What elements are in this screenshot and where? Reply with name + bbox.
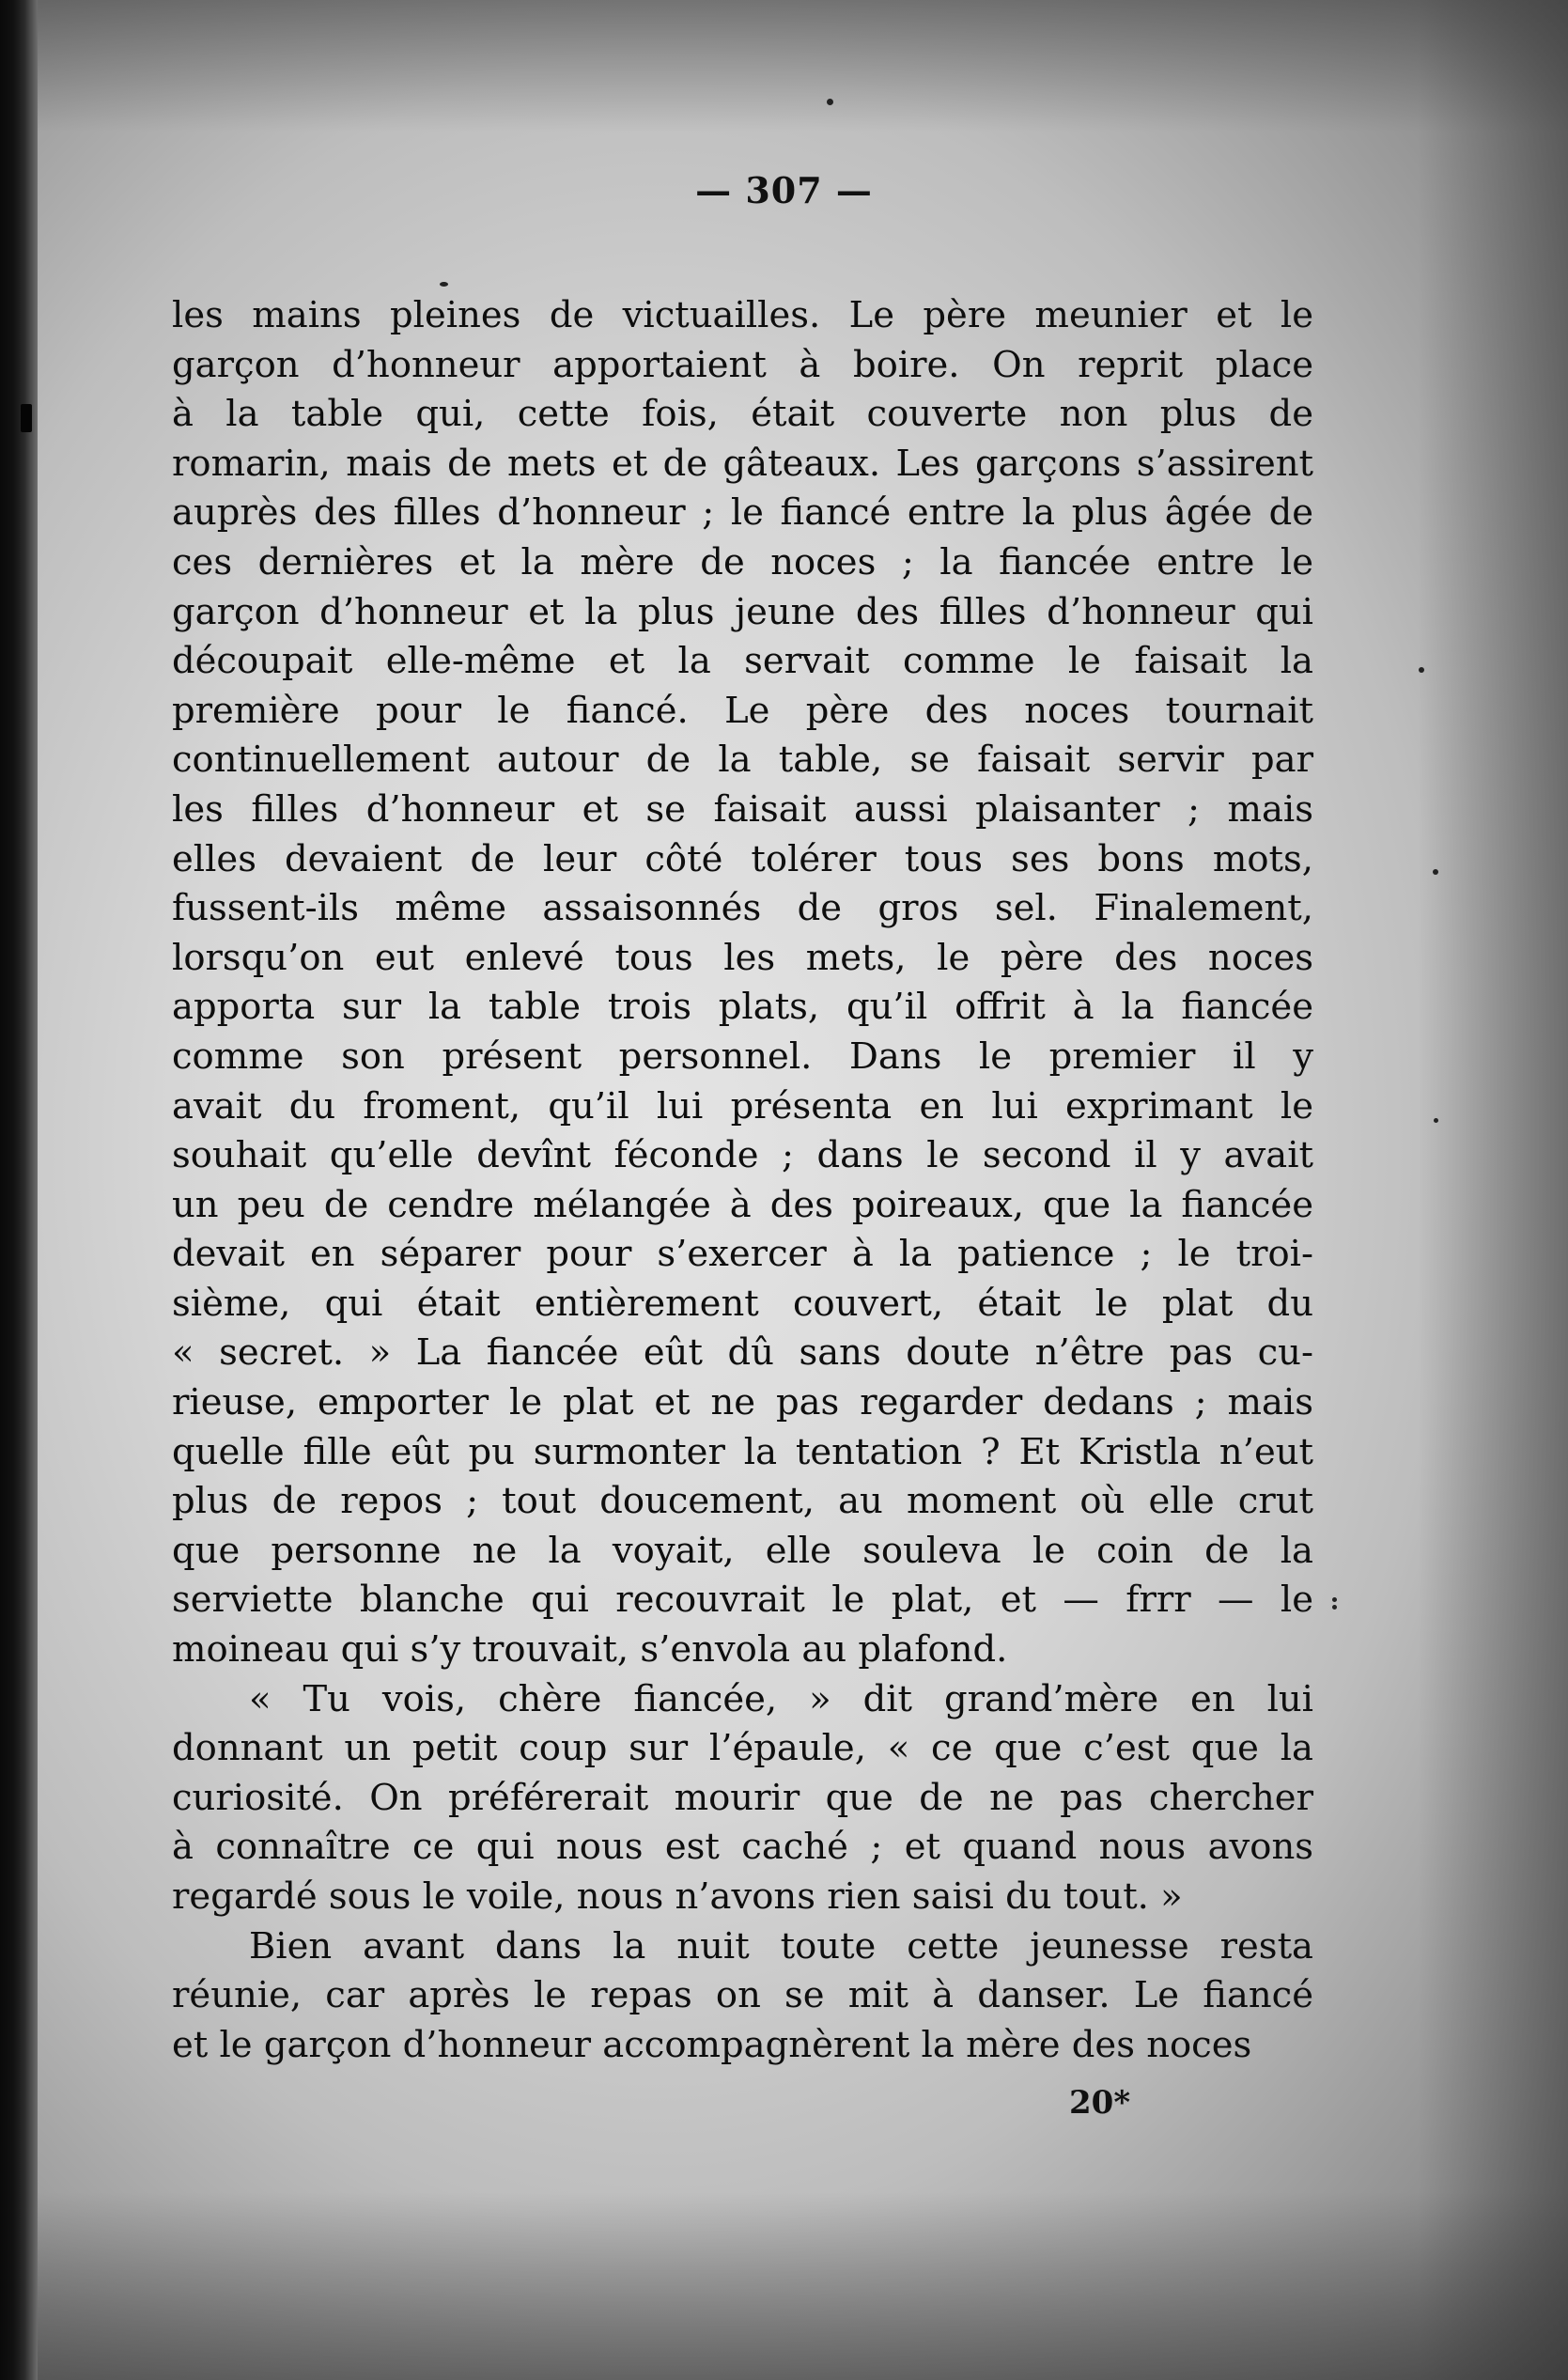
text-line: serviette blanche qui recouvrait le plat, et — frrr — le [172, 1579, 1313, 1622]
text-line: et le garçon d’honneur accompagnèrent la mère des noces [172, 2023, 1252, 2066]
text-line: « secret. » La fiancée eût dû sans doute n’être pas cu- [172, 1331, 1313, 1375]
text-line: donnant un petit coup sur l’épaule, « ce que c’est que la [172, 1727, 1313, 1770]
page-shadow-right [1418, 0, 1568, 2380]
text-line: garçon d’honneur et la plus jeune des filles d’honneur qui [172, 590, 1313, 633]
text-line: première pour le fiancé. Le père des noces tournait [172, 689, 1313, 732]
text-line: plus de repos ; tout doucement, au moment où elle crut [172, 1480, 1313, 1523]
scan-speck [1332, 1597, 1337, 1602]
text-line: à connaître ce qui nous est caché ; et quand nous avons [172, 1826, 1313, 1869]
page-shadow-bottom [0, 2192, 1568, 2380]
scan-speck [21, 404, 32, 432]
text-line: souhait qu’elle devînt féconde ; dans le second il y avait [172, 1134, 1313, 1177]
text-line: découpait elle-même et la servait comme le faisait la [172, 640, 1313, 683]
text-line: sième, qui était entièrement couvert, était le plat du [172, 1282, 1313, 1325]
text-line: lorsqu’on eut enlevé tous les mets, le père des noces [172, 936, 1313, 979]
text-line: Bien avant dans la nuit toute cette jeunesse resta [249, 1924, 1313, 1968]
text-line: devait en séparer pour s’exercer à la patience ; le troi- [172, 1233, 1313, 1276]
text-line: « Tu vois, chère fiancée, » dit grand’mère en lui [249, 1677, 1313, 1720]
text-line: ces dernières et la mère de noces ; la fiancée entre le [172, 540, 1313, 583]
text-line: les filles d’honneur et se faisait aussi plaisanter ; mais [172, 787, 1313, 831]
text-line: romarin, mais de mets et de gâteaux. Les garçons s’assirent [172, 442, 1313, 485]
book-spine [0, 0, 38, 2380]
scan-speck [1433, 869, 1438, 875]
text-line: les mains pleines de victuailles. Le père meunier et le [172, 294, 1313, 336]
text-line: regardé sous le voile, nous n’avons rien saisi du tout. » [172, 1875, 1183, 1918]
body-text [172, 291, 1313, 2070]
scan-speck [1434, 1118, 1438, 1123]
text-line: rieuse, emporter le plat et ne pas regarder dedans ; mais [172, 1381, 1313, 1424]
text-line: comme son présent personnel. Dans le premier il y [172, 1034, 1313, 1078]
text-line: curiosité. On préférerait mourir que de ne pas chercher [172, 1776, 1313, 1819]
text-line: fussent-ils même assaisonnés de gros sel. Finalement, [172, 887, 1313, 930]
text-line: apporta sur la table trois plats, qu’il offrit à la fiancée [172, 986, 1313, 1029]
text-line: quelle fille eût pu surmonter la tentation ? Et Kristla n’eut [172, 1430, 1313, 1473]
scan-speck [1332, 1605, 1337, 1610]
text-line: réunie, car après le repas on se mit à danser. Le fiancé [172, 1974, 1313, 2017]
text-line: moineau qui s’y trouvait, s’envola au plafond. [172, 1628, 1008, 1672]
text-line: auprès des filles d’honneur ; le fiancé entre la plus âgée de [172, 491, 1313, 535]
signature-mark: 20* [1069, 2084, 1131, 2122]
text-line: continuellement autour de la table, se faisait servir par [172, 739, 1313, 782]
scan-speck [440, 282, 448, 287]
scan-speck [827, 99, 833, 105]
text-line: avait du froment, qu’il lui présenta en lui exprimant le [172, 1084, 1313, 1128]
page-shadow-top [0, 0, 1568, 132]
text-line: que personne ne la voyait, elle souleva le coin de la [172, 1529, 1313, 1572]
text-line: garçon d’honneur apportaient à boire. On reprit place [172, 343, 1313, 386]
page-number: — 307 — [695, 169, 873, 211]
text-line: elles devaient de leur côté tolérer tous ses bons mots, [172, 837, 1313, 880]
scan-speck [1419, 667, 1424, 673]
text-line: à la table qui, cette fois, était couverte non plus de [172, 393, 1313, 436]
text-line: un peu de cendre mélangée à des poireaux, que la fiancée [172, 1183, 1313, 1226]
